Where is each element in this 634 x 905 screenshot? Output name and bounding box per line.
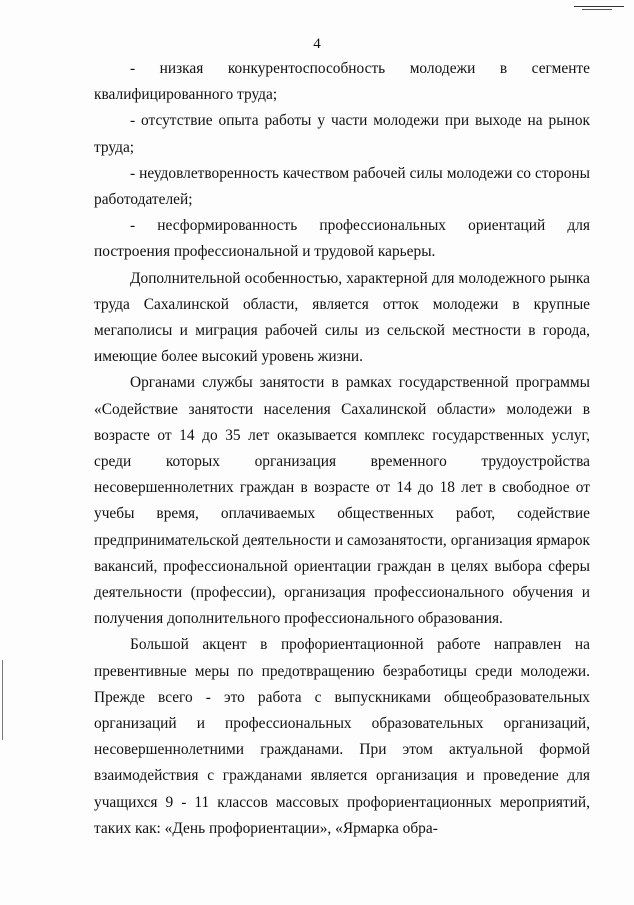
scan-edge-mark <box>582 9 612 10</box>
paragraph: - низкая конкурентоспособность молодежи в сегменте квалифицированного труда; <box>94 60 590 104</box>
paragraph: - отсутствие опыта работы у части молодежи при выходе на рынок труда; <box>94 112 590 156</box>
paragraph: Большой акцент в профориентационной работе направлен на превентивные меры по предотвращению безработицы среди молодежи. Прежде всего - это работа с выпускниками общеобразовательных организаций и профессиональных образовательных организаций, несовершеннолетними гражданами. При этом актуальной формой взаимодействия с гражданами является организация и проведение для учащихся 9 - 11 классов массовых профориентационных мероприятий, таких как: «День профориентации», «Ярмарка обра- <box>94 636 590 837</box>
paragraph: - неудовлетворенность качеством рабочей силы молодежи со стороны работодателей; <box>94 164 590 209</box>
document-body <box>94 56 590 842</box>
page-number: 4 <box>313 36 321 52</box>
scan-edge-mark <box>574 6 624 7</box>
paragraph: - несформированность профессиональных ориентаций для построения профессиональной и трудовой карьеры. <box>94 217 590 261</box>
scan-edge-mark <box>2 660 3 740</box>
paragraph: Органами службы занятости в рамках государственной программы «Содействие занятости населения Сахалинской области» молодежи в возрасте от 14 до 35 лет оказывается комплекс государственных услуг, среди которых организация временного трудоустройства несовершеннолетних граждан в возрасте от 14 до 18 лет в свободное от учебы время, оплачиваемых общественных работ, содействие предпринимательской деятельности и самозанятости, организация ярмарок вакансий, профессиональной ориентации граждан в целях выбора сферы деятельности (профессии), организация профессионального обучения и получения дополнительного профессионального образования. <box>94 374 590 628</box>
paragraph: Дополнительной особенностью, характерной для молодежного рынка труда Сахалинской области, является отток молодежи в крупные мегаполисы и миграция рабочей силы из сельской местности в города, имеющие более высокий уровень жизни. <box>94 269 590 366</box>
